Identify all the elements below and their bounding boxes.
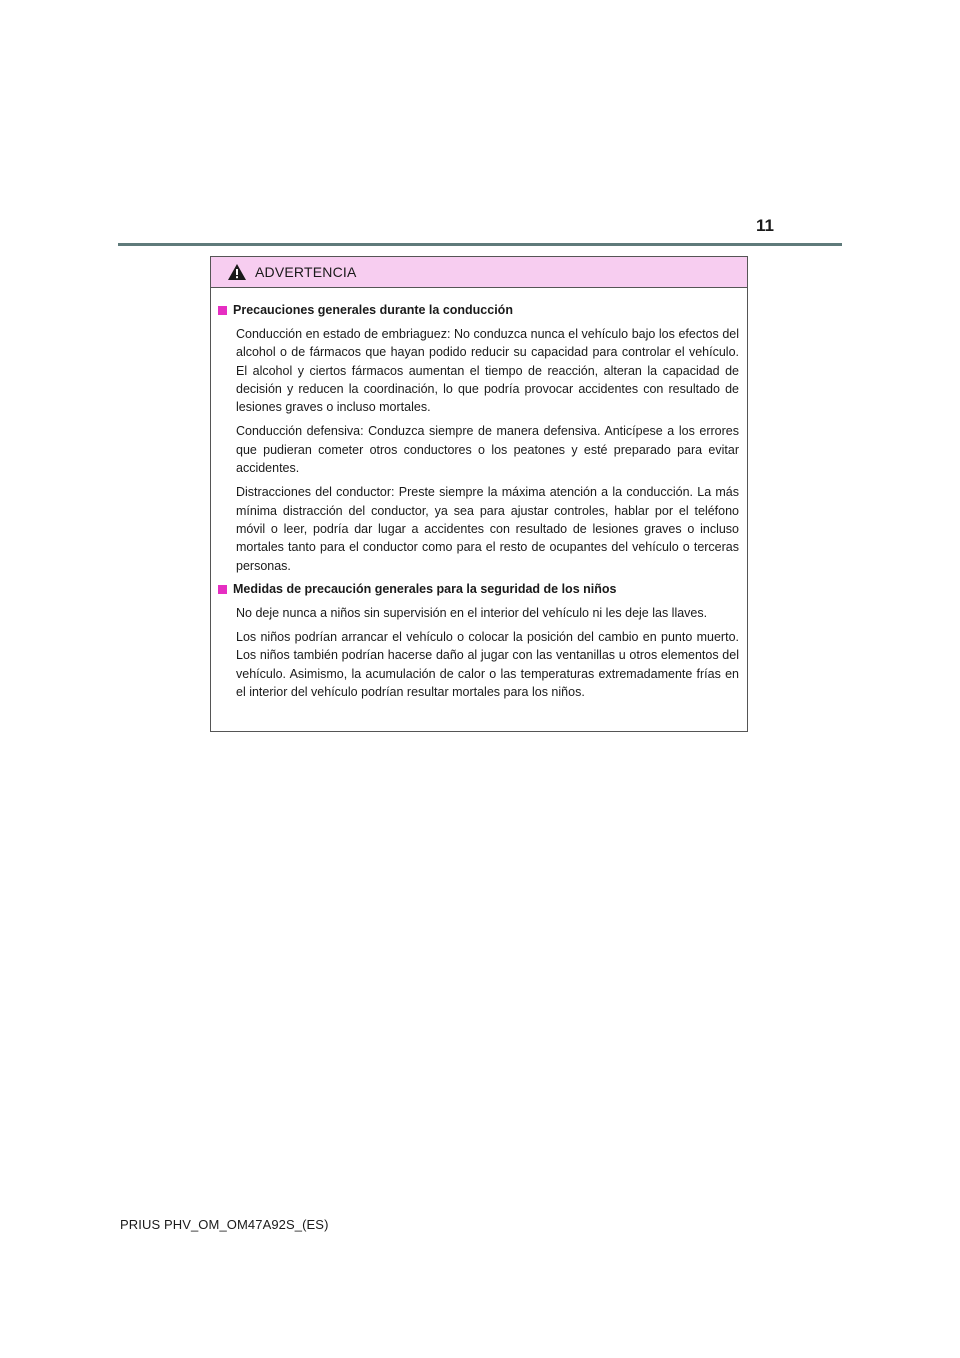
warning-body xyxy=(211,288,747,701)
footer-document-code: PRIUS PHV_OM_OM47A92S_(ES) xyxy=(120,1217,329,1232)
paragraph: Los niños podrían arrancar el vehículo o colocar la posición del cambio en punto muerto. Los niños también podrían hacerse daño al jugar con las ventanillas u otros elementos del vehículo. Asimismo, la acumulación de calor o las temperaturas extremadamente frías en el interior del vehículo podrían resultar mortales para los niños. xyxy=(236,630,739,700)
warning-header xyxy=(211,257,747,288)
paragraph: Conducción defensiva: Conduzca siempre de manera defensiva. Anticípese a los errores que pudieran cometer otros conductores o los peatones y esté preparado para evitar accidentes. xyxy=(236,424,739,476)
page-number: 11 xyxy=(756,216,774,235)
section-title-text: Precauciones generales durante la conducción xyxy=(233,303,513,317)
paragraph: No deje nunca a niños sin supervisión en el interior del vehículo ni les deje las llaves. xyxy=(236,605,708,620)
paragraph: Conducción en estado de embriaguez: No conduzca nunca el vehículo bajo los efectos del alcohol o de fármacos que hayan podido reducir su capacidad para controlar el vehículo. El alcohol y ciertos fármacos aumentan el tiempo de reacción, alteran la capacidad de decisión y reducen la coordinación, lo que podría provocar accidentes con resultado de lesiones graves o incluso mortales. xyxy=(236,327,739,415)
paragraph: Distracciones del conductor: Preste siempre la máxima atención a la conducción. La más mínima distracción del conductor, ya sea para ajustar controles, hablar por el teléfono móvil o leer, podría dar lugar a accidentes con resultado de lesiones graves o incluso mortales tanto para el conductor como para el resto de ocupantes del vehículo o terceras personas. xyxy=(236,485,739,573)
square-bullet-icon xyxy=(218,585,227,594)
warning-title: ADVERTENCIA xyxy=(255,264,357,280)
section-title-children xyxy=(218,581,739,598)
section-title-text: Medidas de precaución generales para la seguridad de los niños xyxy=(233,581,617,596)
section-title-driving xyxy=(218,302,739,319)
warning-box xyxy=(210,256,748,732)
warning-triangle-icon xyxy=(227,263,247,281)
header-rule xyxy=(118,243,842,246)
square-bullet-icon xyxy=(218,306,227,315)
